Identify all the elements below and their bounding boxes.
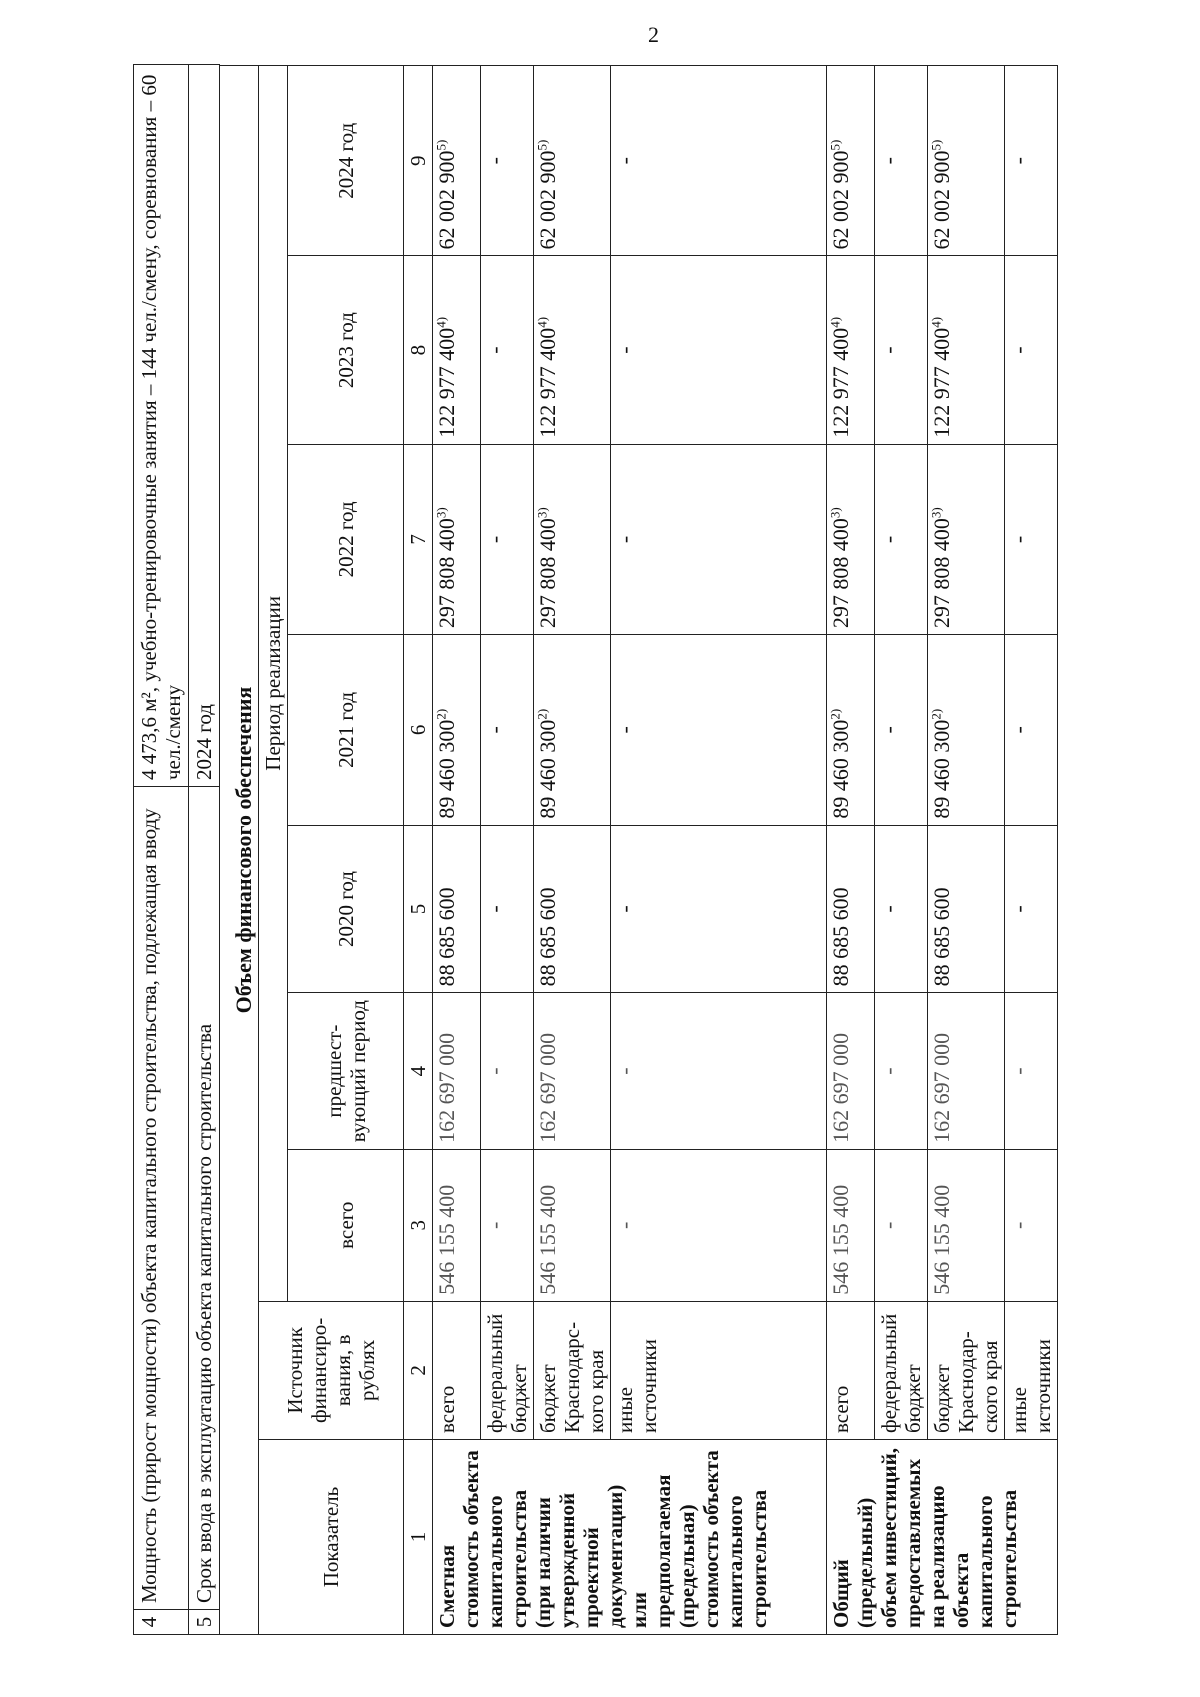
header-row [259, 66, 288, 1635]
value-text: 546 155 400 [535, 1184, 560, 1295]
info-row [189, 65, 220, 1635]
header-year: 2020 год [288, 825, 404, 993]
table-row [875, 66, 928, 1635]
value-cell [433, 825, 481, 993]
info-table [133, 64, 220, 1635]
value-cell [534, 1149, 611, 1301]
page-number: 2 [648, 22, 659, 47]
footnote-marker: 3) [827, 507, 843, 519]
header-year: 2023 год [288, 256, 404, 444]
value-cell [611, 1149, 827, 1301]
value-text: - [876, 1221, 901, 1229]
header-year: 2024 год [288, 66, 404, 257]
value-text: - [1006, 1067, 1031, 1075]
info-row-number: 4 [134, 1610, 189, 1635]
value-text: - [876, 726, 901, 734]
source-cell: иные источники [611, 1301, 827, 1439]
value-cell [481, 444, 534, 634]
value-text: 162 697 000 [828, 1032, 853, 1143]
value-cell [534, 444, 611, 634]
value-cell [928, 993, 1005, 1149]
value-text: - [482, 726, 507, 734]
value-text: 62 002 900 [535, 150, 560, 250]
value-cell [1005, 66, 1058, 257]
value-cell [611, 993, 827, 1149]
source-cell: федеральный бюджет [875, 1301, 928, 1439]
value-cell [1005, 635, 1058, 825]
column-number: 2 [404, 1301, 433, 1439]
value-cell [433, 1149, 481, 1301]
value-cell [875, 256, 928, 444]
value-text: 546 155 400 [434, 1184, 459, 1295]
header-year: 2022 год [288, 444, 404, 634]
header-period: Период реализации [259, 66, 288, 1302]
header-total: всего [288, 1149, 404, 1301]
table-row [534, 66, 611, 1635]
value-text: 62 002 900 [929, 150, 954, 250]
footnote-marker: 2) [928, 708, 944, 720]
value-text: - [612, 535, 637, 544]
header-year: 2021 год [288, 635, 404, 825]
value-cell [875, 993, 928, 1149]
value-cell [433, 993, 481, 1149]
footnote-marker: 3) [928, 507, 944, 519]
column-number: 3 [404, 1149, 433, 1301]
value-text: 162 697 000 [434, 1032, 459, 1143]
value-text: - [1006, 726, 1031, 734]
value-cell [481, 993, 534, 1149]
value-text: 62 002 900 [828, 150, 853, 250]
column-number: 1 [404, 1440, 433, 1635]
header-indicator: Показатель [259, 1440, 404, 1635]
value-text: 122 977 400 [828, 327, 853, 438]
value-cell [481, 1149, 534, 1301]
value-text: - [1006, 346, 1031, 354]
value-cell [875, 825, 928, 993]
value-cell [611, 444, 827, 634]
value-text: 546 155 400 [929, 1184, 954, 1295]
value-cell [1005, 1149, 1058, 1301]
value-cell [928, 825, 1005, 993]
value-cell [928, 66, 1005, 257]
value-cell [534, 993, 611, 1149]
table-row [481, 66, 534, 1635]
value-text: 297 808 400 [434, 518, 459, 629]
column-number: 8 [404, 256, 433, 444]
value-cell [481, 66, 534, 257]
value-text: - [612, 726, 637, 734]
value-text: 162 697 000 [929, 1032, 954, 1143]
value-cell [433, 66, 481, 257]
value-text: - [612, 157, 637, 165]
value-text: - [1006, 157, 1031, 165]
value-cell [827, 444, 875, 634]
source-cell: федеральный бюджет [481, 1301, 534, 1439]
value-cell [827, 256, 875, 444]
value-text: 162 697 000 [535, 1032, 560, 1143]
value-cell [928, 1149, 1005, 1301]
footnote-marker: 4) [827, 316, 843, 328]
value-text: 88 685 600 [434, 887, 459, 987]
table-row [928, 66, 1005, 1635]
value-text: - [1006, 905, 1031, 913]
value-text: - [876, 157, 901, 165]
value-text: - [482, 535, 507, 544]
value-text: 88 685 600 [929, 887, 954, 987]
value-cell [433, 256, 481, 444]
value-cell [433, 444, 481, 634]
table-row [433, 66, 481, 1635]
footnote-marker: 4) [928, 316, 944, 328]
value-cell [481, 635, 534, 825]
value-cell [481, 825, 534, 993]
value-text: - [612, 1067, 637, 1075]
table-row [611, 66, 827, 1635]
value-cell [534, 635, 611, 825]
value-cell [827, 635, 875, 825]
footnote-marker: 2) [433, 708, 449, 720]
column-number: 9 [404, 66, 433, 257]
value-text: 122 977 400 [929, 327, 954, 438]
indicator-cell: Общий (предельный) объем инвестиций, предоставляемых на реализацию объекта капитального строительства [827, 1440, 1058, 1635]
footnote-marker: 2) [534, 708, 550, 720]
value-text: 297 808 400 [535, 518, 560, 629]
value-cell [875, 1149, 928, 1301]
source-cell: бюджет Краснодарс-кого края [534, 1301, 611, 1439]
footnote-marker: 4) [433, 316, 449, 328]
value-cell [611, 825, 827, 993]
finance-table [220, 65, 1058, 1635]
footnote-marker: 3) [433, 507, 449, 519]
source-cell: всего [433, 1301, 481, 1439]
value-cell [928, 444, 1005, 634]
value-text: - [482, 1221, 507, 1229]
value-cell [611, 635, 827, 825]
indicator-cell: Сметная стоимость объекта капитального строительства (при наличии утвержденной проектной документации) или предполагаемая (предельная) стоимость объекта капитального строительства [433, 1440, 827, 1635]
value-cell [1005, 993, 1058, 1149]
value-text: 62 002 900 [434, 150, 459, 250]
value-cell [611, 256, 827, 444]
table-row [827, 66, 875, 1635]
value-text: 297 808 400 [828, 518, 853, 629]
value-cell [827, 1149, 875, 1301]
footnote-marker: 3) [534, 507, 550, 519]
value-text: 122 977 400 [434, 327, 459, 438]
value-cell [1005, 825, 1058, 993]
footnote-marker: 5) [534, 139, 550, 151]
value-cell [928, 256, 1005, 444]
header-source: Источник финансиро-вания, в рублях [259, 1301, 404, 1439]
column-number: 7 [404, 444, 433, 634]
footnote-marker: 4) [534, 316, 550, 328]
finance-table-body [433, 66, 1058, 1635]
value-cell [827, 993, 875, 1149]
value-cell [534, 825, 611, 993]
value-text: - [612, 346, 637, 354]
rotated-page-content [133, 65, 1101, 1635]
value-text: - [482, 346, 507, 354]
info-row-value: 2024 год [189, 65, 220, 787]
value-cell [1005, 256, 1058, 444]
value-text: 546 155 400 [828, 1184, 853, 1295]
value-text: 297 808 400 [929, 518, 954, 629]
value-text: - [482, 1067, 507, 1075]
table-row [1005, 66, 1058, 1635]
column-number: 5 [404, 825, 433, 993]
column-number: 6 [404, 635, 433, 825]
value-text: - [482, 157, 507, 165]
value-cell [1005, 444, 1058, 634]
value-text: - [612, 905, 637, 913]
value-cell [433, 635, 481, 825]
source-cell: всего [827, 1301, 875, 1439]
footnote-marker: 5) [928, 139, 944, 151]
value-cell [928, 635, 1005, 825]
value-cell [875, 635, 928, 825]
value-text: 89 460 300 [535, 719, 560, 819]
value-text: 89 460 300 [828, 719, 853, 819]
value-text: 88 685 600 [535, 887, 560, 987]
value-text: 89 460 300 [929, 719, 954, 819]
section-title-row [220, 66, 259, 1635]
source-cell: бюджет Краснодар-ского края [928, 1301, 1005, 1439]
source-cell: иные источники [1005, 1301, 1058, 1439]
value-text: - [1006, 535, 1031, 544]
value-text: - [876, 1067, 901, 1075]
section-title: Объем финансового обеспечения [220, 66, 259, 1635]
info-row-label: Мощность (прирост мощности) объекта капитального строительства, подлежащая вводу [134, 787, 189, 1610]
value-text: 89 460 300 [434, 719, 459, 819]
info-row-number: 5 [189, 1610, 220, 1635]
info-row-value: 4 473,6 м², учебно-тренировочные занятия – 144 чел./смену, соревнования – 60 чел./смену [134, 65, 189, 787]
value-cell [481, 256, 534, 444]
value-text: 88 685 600 [828, 887, 853, 987]
column-number-row [404, 66, 433, 1635]
info-row [134, 65, 189, 1635]
value-cell [611, 66, 827, 257]
footnote-marker: 5) [433, 139, 449, 151]
value-cell [875, 444, 928, 634]
header-previous: предшест-вующий период [288, 993, 404, 1149]
value-text: - [876, 346, 901, 354]
value-text: - [876, 905, 901, 913]
footnote-marker: 5) [827, 139, 843, 151]
value-cell [875, 66, 928, 257]
value-text: - [876, 535, 901, 544]
value-text: - [1006, 1221, 1031, 1229]
column-number: 4 [404, 993, 433, 1149]
value-cell [534, 66, 611, 257]
value-cell [827, 66, 875, 257]
value-cell [827, 825, 875, 993]
footnote-marker: 2) [827, 708, 843, 720]
value-text: - [612, 1221, 637, 1229]
value-text: - [482, 905, 507, 913]
info-row-label: Срок ввода в эксплуатацию объекта капитального строительства [189, 787, 220, 1610]
value-cell [534, 256, 611, 444]
value-text: 122 977 400 [535, 327, 560, 438]
